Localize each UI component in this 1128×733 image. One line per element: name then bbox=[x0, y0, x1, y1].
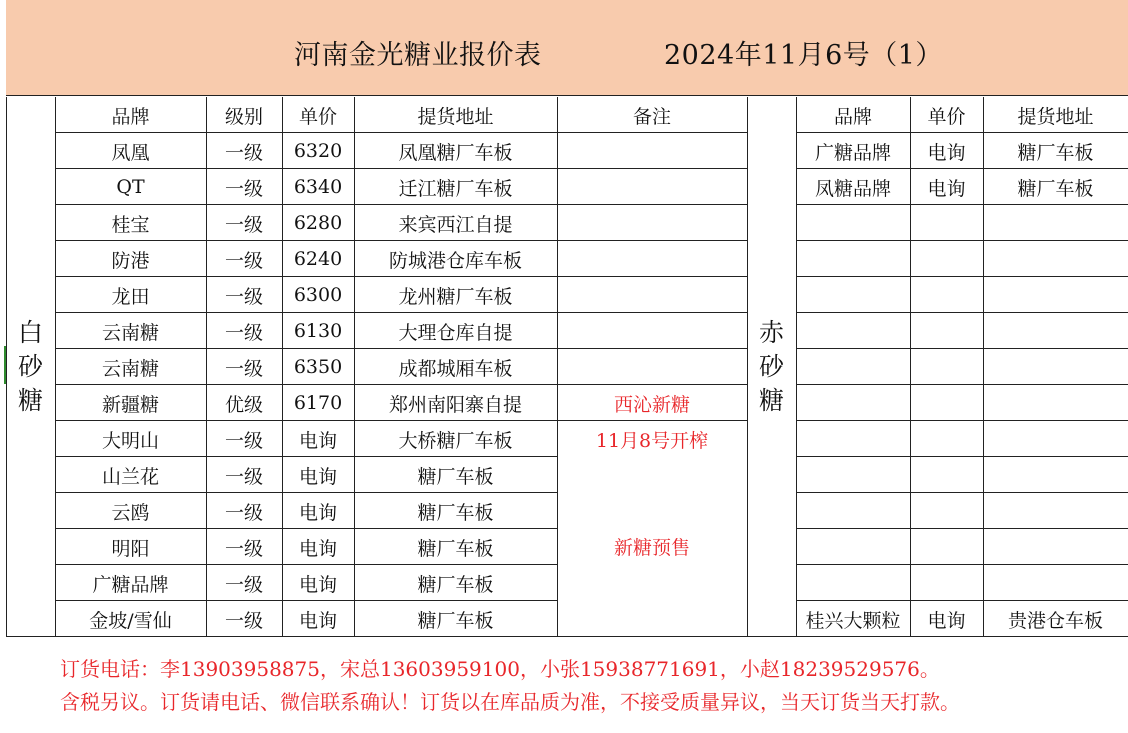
white-cell[interactable]: 新疆糖 bbox=[101, 393, 159, 416]
brown-cell[interactable]: 凤糖品牌 bbox=[814, 177, 891, 200]
white-cell[interactable]: 一级 bbox=[224, 465, 263, 488]
brown-cell[interactable] bbox=[910, 529, 983, 565]
brown-cell[interactable] bbox=[796, 205, 910, 241]
white-header-cell[interactable]: 品牌 bbox=[111, 105, 150, 128]
brown-sugar-label-char: 糖 bbox=[758, 385, 784, 415]
white-cell[interactable]: 6350 bbox=[293, 356, 343, 378]
white-sugar-label bbox=[6, 316, 55, 418]
white-cell[interactable]: 成都城厢车板 bbox=[398, 357, 513, 380]
white-cell[interactable]: 糖厂车板 bbox=[417, 573, 494, 596]
brown-cell[interactable] bbox=[910, 493, 983, 529]
white-cell[interactable]: 一级 bbox=[224, 177, 263, 200]
white-cell[interactable]: 一级 bbox=[224, 141, 263, 164]
white-cell[interactable]: 6240 bbox=[293, 248, 343, 270]
white-cell[interactable]: 6170 bbox=[293, 392, 343, 414]
brown-cell[interactable] bbox=[910, 349, 983, 385]
white-cell[interactable]: 明阳 bbox=[111, 537, 150, 560]
white-cell[interactable]: 防港 bbox=[111, 249, 150, 272]
brown-cell[interactable] bbox=[796, 385, 910, 421]
brown-cell[interactable] bbox=[910, 241, 983, 277]
brown-cell[interactable] bbox=[796, 313, 910, 349]
brown-header-cell[interactable]: 单价 bbox=[927, 105, 966, 128]
white-cell[interactable]: 6130 bbox=[293, 320, 343, 342]
white-cell[interactable]: 电询 bbox=[298, 501, 337, 524]
white-cell[interactable]: 龙州糖厂车板 bbox=[398, 285, 513, 308]
white-cell[interactable]: 防城港仓库车板 bbox=[388, 249, 522, 272]
white-cell[interactable]: 桂宝 bbox=[111, 213, 150, 236]
brown-cell[interactable]: 电询 bbox=[927, 609, 966, 632]
brown-cell[interactable] bbox=[796, 421, 910, 457]
white-cell[interactable]: 广糖品牌 bbox=[92, 573, 169, 596]
brown-cell[interactable] bbox=[983, 349, 1128, 385]
white-cell[interactable]: 龙田 bbox=[111, 285, 150, 308]
brown-cell[interactable]: 广糖品牌 bbox=[814, 141, 891, 164]
brown-cell[interactable] bbox=[796, 457, 910, 493]
white-cell[interactable]: 大明山 bbox=[101, 429, 159, 452]
remark-cell[interactable]: 11月8号开榨 bbox=[595, 429, 709, 452]
brown-header-cell[interactable]: 提货地址 bbox=[1017, 105, 1094, 128]
white-cell[interactable]: 糖厂车板 bbox=[417, 501, 494, 524]
brown-cell[interactable] bbox=[910, 313, 983, 349]
brown-cell[interactable]: 糖厂车板 bbox=[1017, 177, 1094, 200]
brown-cell[interactable] bbox=[796, 277, 910, 313]
white-header-cell[interactable]: 备注 bbox=[632, 105, 671, 128]
sheet-date: 2024年11月6号（1） bbox=[664, 40, 943, 71]
white-cell[interactable]: 电询 bbox=[298, 465, 337, 488]
white-cell[interactable]: 糖厂车板 bbox=[417, 537, 494, 560]
sheet-title: 河南金光糖业报价表 bbox=[294, 40, 542, 71]
white-cell[interactable]: 6300 bbox=[293, 284, 343, 306]
brown-cell[interactable] bbox=[796, 241, 910, 277]
brown-cell[interactable] bbox=[983, 565, 1128, 601]
white-cell[interactable]: 来宾西江自提 bbox=[398, 213, 513, 236]
white-cell[interactable]: 一级 bbox=[224, 321, 263, 344]
brown-cell[interactable]: 贵港仓车板 bbox=[1007, 609, 1103, 632]
white-cell[interactable]: 电询 bbox=[298, 609, 337, 632]
brown-cell[interactable] bbox=[983, 493, 1128, 529]
brown-cell[interactable] bbox=[983, 529, 1128, 565]
brown-cell[interactable] bbox=[910, 385, 983, 421]
white-cell[interactable]: 云鸥 bbox=[111, 501, 150, 524]
white-cell[interactable]: 优级 bbox=[224, 393, 263, 416]
brown-cell[interactable] bbox=[796, 349, 910, 385]
footer-terms: 含税另议。订货请电话、微信联系确认！订货以在库品质为准，不接受质量异议，当天订货当天打款。 bbox=[60, 690, 960, 714]
grid-hline bbox=[557, 312, 747, 313]
brown-cell[interactable] bbox=[910, 277, 983, 313]
white-cell[interactable]: 6320 bbox=[293, 140, 343, 162]
brown-cell[interactable]: 糖厂车板 bbox=[1017, 141, 1094, 164]
brown-cell[interactable] bbox=[910, 565, 983, 601]
footer-contacts: 订货电话：李13903958875，宋总13603959100，小张15938771691，小赵18239529576。 bbox=[60, 657, 940, 681]
white-header-cell[interactable]: 提货地址 bbox=[417, 105, 494, 128]
white-header-cell[interactable]: 级别 bbox=[224, 105, 263, 128]
white-cell[interactable]: 电询 bbox=[298, 537, 337, 560]
white-cell[interactable]: 山兰花 bbox=[101, 465, 159, 488]
white-cell[interactable]: 一级 bbox=[224, 213, 263, 236]
brown-cell[interactable] bbox=[910, 205, 983, 241]
white-cell[interactable]: 郑州南阳寨自提 bbox=[388, 393, 522, 416]
white-cell[interactable]: 凤凰 bbox=[111, 141, 150, 164]
remark-merged-cell[interactable]: 新糖预售 bbox=[613, 537, 690, 559]
white-sugar-label-char: 糖 bbox=[17, 385, 43, 415]
white-cell[interactable]: 云南糖 bbox=[101, 321, 159, 344]
brown-cell[interactable] bbox=[796, 565, 910, 601]
grid-hline bbox=[557, 276, 747, 277]
brown-header-cell[interactable]: 品牌 bbox=[833, 105, 872, 128]
brown-cell[interactable] bbox=[983, 313, 1128, 349]
white-cell[interactable]: 大桥糖厂车板 bbox=[398, 429, 513, 452]
white-header-cell[interactable]: 单价 bbox=[298, 105, 337, 128]
white-cell[interactable]: 凤凰糖厂车板 bbox=[398, 141, 513, 164]
white-cell[interactable]: 一级 bbox=[224, 609, 263, 632]
brown-sugar-label-char: 赤 bbox=[758, 317, 784, 347]
white-cell[interactable]: 糖厂车板 bbox=[417, 609, 494, 632]
header-band bbox=[6, 0, 1128, 96]
brown-cell[interactable] bbox=[796, 529, 910, 565]
brown-cell[interactable] bbox=[983, 385, 1128, 421]
brown-cell[interactable] bbox=[983, 241, 1128, 277]
brown-cell[interactable] bbox=[983, 421, 1128, 457]
white-cell[interactable]: 电询 bbox=[298, 573, 337, 596]
white-cell[interactable]: 糖厂车板 bbox=[417, 465, 494, 488]
brown-cell[interactable]: 电询 bbox=[927, 177, 966, 200]
white-cell[interactable]: 迁江糖厂车板 bbox=[398, 177, 513, 200]
white-cell[interactable]: 一级 bbox=[224, 537, 263, 560]
white-cell[interactable]: 一级 bbox=[224, 285, 263, 308]
white-cell[interactable]: 一级 bbox=[224, 357, 263, 380]
brown-sugar-label bbox=[747, 316, 796, 418]
white-cell[interactable]: 大理仓库自提 bbox=[398, 321, 513, 344]
brown-cell[interactable] bbox=[910, 457, 983, 493]
brown-cell[interactable] bbox=[796, 493, 910, 529]
white-cell[interactable]: 一级 bbox=[224, 429, 263, 452]
white-cell[interactable]: 一级 bbox=[224, 573, 263, 596]
white-cell[interactable]: 6280 bbox=[293, 212, 343, 234]
grid-hline bbox=[557, 240, 747, 241]
brown-cell[interactable] bbox=[910, 421, 983, 457]
white-sugar-label-char: 白 bbox=[17, 317, 43, 347]
white-cell[interactable]: 一级 bbox=[224, 501, 263, 524]
grid-hline bbox=[557, 168, 747, 169]
white-cell[interactable]: 电询 bbox=[298, 429, 337, 452]
white-cell[interactable]: QT bbox=[116, 176, 145, 198]
white-cell[interactable]: 一级 bbox=[224, 249, 263, 272]
brown-cell[interactable]: 桂兴大颗粒 bbox=[805, 609, 901, 632]
brown-sugar-label-char: 砂 bbox=[758, 351, 784, 381]
brown-cell[interactable] bbox=[983, 457, 1128, 493]
brown-cell[interactable] bbox=[983, 277, 1128, 313]
white-cell[interactable]: 6340 bbox=[293, 176, 343, 198]
grid-hline bbox=[557, 204, 747, 205]
remark-cell[interactable]: 西沁新糖 bbox=[613, 393, 690, 416]
white-sugar-label-char: 砂 bbox=[17, 351, 43, 381]
brown-cell[interactable] bbox=[983, 205, 1128, 241]
brown-cell[interactable]: 电询 bbox=[927, 141, 966, 164]
white-cell[interactable]: 云南糖 bbox=[101, 357, 159, 380]
white-cell[interactable]: 金坡/雪仙 bbox=[89, 609, 172, 632]
grid-hline bbox=[557, 348, 747, 349]
